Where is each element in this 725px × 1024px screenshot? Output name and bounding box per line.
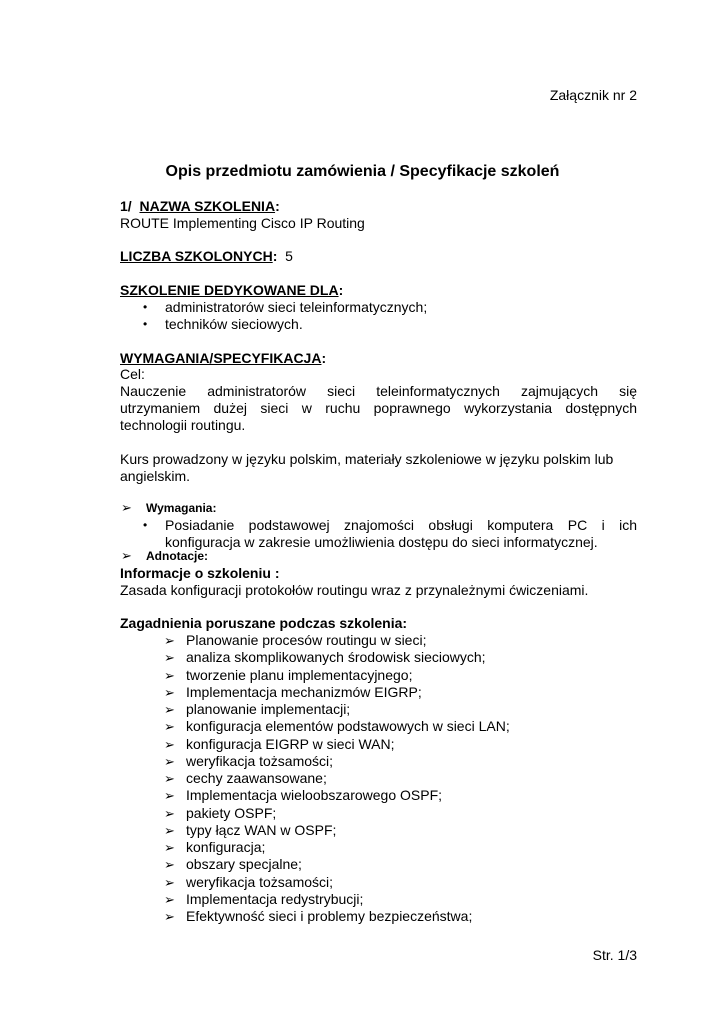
topics-heading: Zagadnienia poruszane podczas szkolenia: bbox=[120, 615, 408, 631]
topic-item: Implementacja mechanizmów EIGRP; bbox=[186, 684, 422, 700]
topic-item: weryfikacja tożsamości; bbox=[186, 753, 334, 769]
participants-count-label: LICZBA SZKOLONYCH bbox=[120, 248, 273, 264]
dedicated-item: administratorów sieci teleinformatycznych; bbox=[165, 299, 428, 315]
prerequisite-line: Posiadanie podstawowej znajomości obsługi komputera PC i ich bbox=[165, 517, 637, 533]
participants-count-row bbox=[120, 248, 637, 265]
topic-item: Implementacja redystrybucji; bbox=[186, 891, 364, 907]
language-text-line: Kurs prowadzony w języku polskim, materiały szkoleniowe w języku polskim lub bbox=[120, 451, 614, 467]
prerequisite-line: konfiguracja w zakresie umożliwienia dostępu do sieci informatycznej. bbox=[165, 534, 598, 550]
topic-item: Efektywność sieci i problemy bezpieczeństwa; bbox=[186, 908, 473, 924]
participants-count-value: 5 bbox=[285, 248, 293, 264]
bullet-icon: • bbox=[143, 300, 148, 314]
arrow-bullet-icon: ➢ bbox=[164, 892, 175, 907]
colon: : bbox=[321, 350, 327, 366]
arrow-bullet-icon: ➢ bbox=[164, 840, 175, 855]
arrow-bullet-icon: ➢ bbox=[164, 685, 175, 700]
arrow-bullet-icon: ➢ bbox=[164, 719, 175, 734]
course-name-heading bbox=[120, 198, 637, 215]
topic-item: Implementacja wieloobszarowego OSPF; bbox=[186, 787, 443, 803]
arrow-bullet-icon: ➢ bbox=[164, 702, 175, 717]
language-text-line: angielskim. bbox=[120, 468, 191, 484]
course-info-text: Zasada konfiguracji protokołów routingu wraz z przynależnymi ćwiczeniami. bbox=[120, 582, 589, 598]
goal-text-line: technologii routingu. bbox=[120, 417, 246, 433]
colon: : bbox=[338, 282, 344, 298]
arrow-bullet-icon: ➢ bbox=[164, 806, 175, 821]
topic-item: cechy zaawansowane; bbox=[186, 770, 327, 786]
course-name-value: ROUTE Implementing Cisco IP Routing bbox=[120, 215, 365, 231]
prerequisites-label: Wymagania: bbox=[146, 501, 217, 515]
topic-item: typy łącz WAN w OSPF; bbox=[186, 822, 337, 838]
arrow-bullet-icon: ➢ bbox=[164, 823, 175, 838]
arrow-bullet-icon: ➢ bbox=[164, 771, 175, 786]
topic-item: weryfikacja tożsamości; bbox=[186, 874, 334, 890]
annex-label: Załącznik nr 2 bbox=[549, 87, 637, 103]
topic-item: obszary specjalne; bbox=[186, 856, 302, 872]
topic-item: Planowanie procesów routingu w sieci; bbox=[186, 632, 427, 648]
topic-item: konfiguracja; bbox=[186, 839, 266, 855]
colon: : bbox=[275, 198, 280, 214]
arrow-bullet-icon: ➢ bbox=[164, 633, 175, 648]
topic-item: konfiguracja elementów podstawowych w sieci LAN; bbox=[186, 718, 510, 734]
goal-text-line: Nauczenie administratorów sieci teleinformatycznych zajmujących się bbox=[120, 383, 637, 399]
arrow-bullet-icon: ➢ bbox=[121, 500, 132, 515]
topic-item: konfiguracja EIGRP w sieci WAN; bbox=[186, 736, 395, 752]
goal-text-line: utrzymaniem dużej sieci w ruchu poprawnego wykorzystania dostępnych bbox=[120, 400, 637, 416]
arrow-bullet-icon: ➢ bbox=[164, 650, 175, 665]
arrow-bullet-icon: ➢ bbox=[164, 788, 175, 803]
arrow-bullet-icon: ➢ bbox=[164, 754, 175, 769]
arrow-bullet-icon: ➢ bbox=[164, 857, 175, 872]
arrow-bullet-icon: ➢ bbox=[164, 737, 175, 752]
bullet-icon: • bbox=[143, 317, 148, 331]
dedicated-label: SZKOLENIE DEDYKOWANE DLA bbox=[120, 282, 339, 298]
page-number: Str. 1/3 bbox=[592, 947, 637, 963]
arrow-bullet-icon: ➢ bbox=[164, 875, 175, 890]
arrow-bullet-icon: ➢ bbox=[164, 909, 175, 924]
requirements-label: WYMAGANIA/SPECYFIKACJA bbox=[120, 350, 322, 366]
arrow-bullet-icon: ➢ bbox=[121, 548, 132, 563]
document-title: Opis przedmiotu zamówienia / Specyfikacje szkoleń bbox=[165, 163, 560, 180]
arrow-bullet-icon: ➢ bbox=[164, 668, 175, 683]
topic-item: tworzenie planu implementacyjnego; bbox=[186, 667, 413, 683]
course-name-label: NAZWA SZKOLENIA bbox=[139, 198, 276, 214]
course-info-label: Informacje o szkoleniu : bbox=[120, 565, 280, 581]
section-number: 1/ bbox=[120, 198, 132, 214]
topic-item: pakiety OSPF; bbox=[186, 805, 277, 821]
topic-item: analiza skomplikowanych środowisk sieciowych; bbox=[186, 649, 486, 665]
goal-label: Cel: bbox=[120, 366, 145, 382]
topic-item: planowanie implementacji; bbox=[186, 701, 351, 717]
requirements-heading bbox=[120, 350, 637, 367]
colon: : bbox=[272, 248, 278, 264]
dedicated-heading bbox=[120, 282, 637, 299]
dedicated-item: techników sieciowych. bbox=[165, 316, 303, 332]
notes-label: Adnotacje: bbox=[146, 549, 209, 563]
bullet-icon: • bbox=[143, 518, 148, 532]
